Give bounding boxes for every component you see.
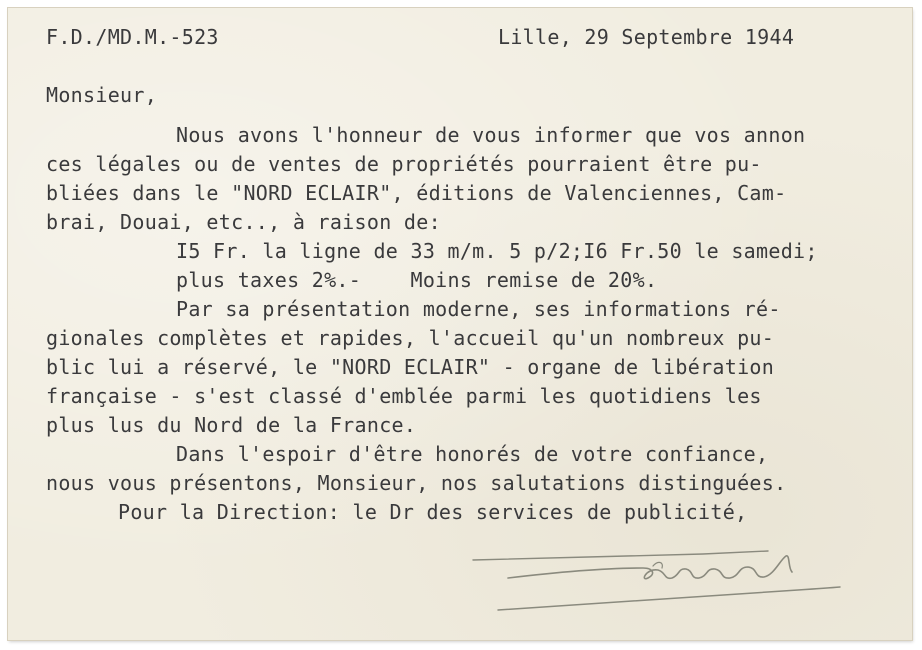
body-line: Nous avons l'honneur de vous informer que vos annon <box>176 123 806 147</box>
body-line: française - s'est classé d'emblée parmi les quotidiens les <box>46 384 762 408</box>
reference-number: F.D./MD.M.-523 <box>46 25 219 49</box>
closing-line: Pour la Direction: le Dr des services de publicité, <box>118 500 748 524</box>
body-line: gionales complètes et rapides, l'accueil qu'un nombreux pu- <box>46 326 775 350</box>
body-line: blic lui a réservé, le "NORD ECLAIR" - organe de libération <box>46 355 775 379</box>
body-line: plus taxes 2%.- Moins remise de 20%. <box>176 268 658 292</box>
body-line: nous vous présentons, Monsieur, nos salutations distinguées. <box>46 471 787 495</box>
handwritten-signature <box>468 538 848 618</box>
body-line: plus lus du Nord de la France. <box>46 413 417 437</box>
body-line: I5 Fr. la ligne de 33 m/m. 5 p/2;I6 Fr.50 le samedi; <box>176 239 818 263</box>
body-line: bliées dans le "NORD ECLAIR", éditions de Valenciennes, Cam- <box>46 181 787 205</box>
salutation: Monsieur, <box>46 83 158 107</box>
body-line: ces légales ou de ventes de propriétés pourraient être pu- <box>46 152 762 176</box>
body-line: Dans l'espoir d'être honorés de votre confiance, <box>176 442 769 466</box>
place-date: Lille, 29 Septembre 1944 <box>498 25 795 49</box>
body-line: Par sa présentation moderne, ses informations ré- <box>176 297 781 321</box>
postcard <box>8 8 912 640</box>
body-line: brai, Douai, etc.., à raison de: <box>46 210 441 234</box>
